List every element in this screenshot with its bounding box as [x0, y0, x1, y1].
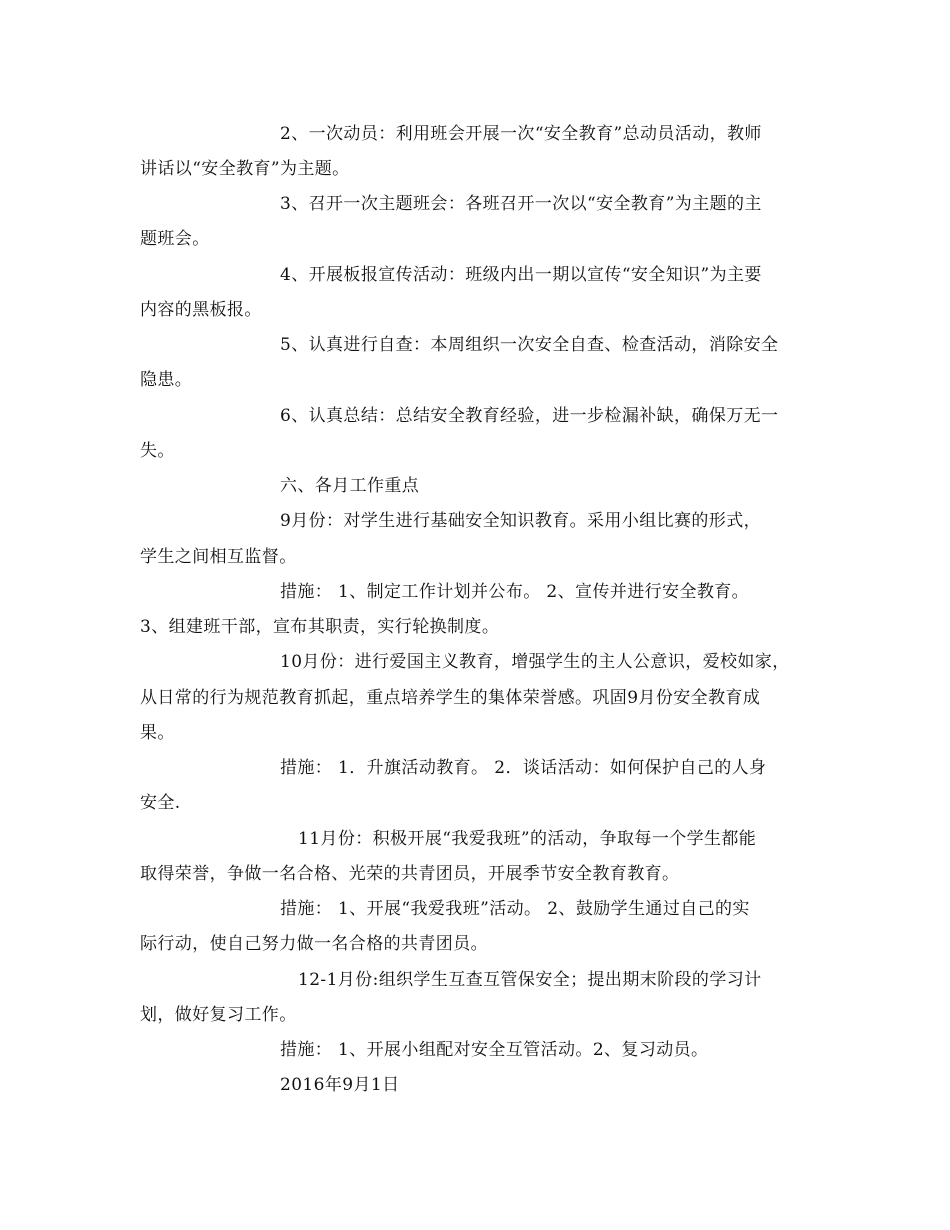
- paragraph-line: 划，做好复习工作。: [140, 1005, 297, 1025]
- paragraph-line: 措施： 1、开展“我爱我班”活动。 2、鼓励学生通过自己的实: [280, 899, 750, 919]
- paragraph-line: 10月份：进行爱国主义教育，增强学生的主人公意识，爱校如家，: [280, 652, 790, 672]
- paragraph-line: 6、认真总结：总结安全教育经验，进一步检漏补缺，确保万无一: [280, 406, 779, 426]
- paragraph-line: 9月份：对学生进行基础安全知识教育。采用小组比赛的形式，: [280, 511, 762, 531]
- paragraph-line: 12-1月份:组织学生互查互管保安全；提出期末阶段的学习计: [298, 970, 762, 990]
- paragraph-line: 措施： 1．升旗活动教育。 2．谈话活动：如何保护自己的人身: [280, 758, 767, 778]
- paragraph-line: 取得荣誉，争做一名合格、光荣的共青团员，开展季节安全教育教育。: [140, 864, 680, 884]
- document-date: 2016年9月1日: [280, 1075, 400, 1095]
- paragraph-line: 安全.: [140, 793, 181, 813]
- paragraph-line: 从日常的行为规范教育抓起，重点培养学生的集体荣誉感。巩固9月份安全教育成: [140, 688, 761, 708]
- paragraph-line: 2、一次动员：利用班会开展一次“安全教育”总动员活动，教师: [280, 124, 762, 144]
- paragraph-line: 5、认真进行自查：本周组织一次安全自查、检查活动，消除安全: [280, 335, 779, 355]
- paragraph-line: 失。: [140, 441, 175, 461]
- paragraph-line: 学生之间相互监督。: [140, 547, 297, 567]
- paragraph-line: 4、开展板报宣传活动：班级内出一期以宣传“安全知识”为主要: [280, 265, 762, 285]
- paragraph-line: 际行动，使自己努力做一名合格的共青团员。: [140, 934, 488, 954]
- paragraph-line: 措施： 1、制定工作计划并公布。 2、宣传并进行安全教育。: [280, 582, 750, 602]
- paragraph-line: 内容的黑板报。: [140, 300, 262, 320]
- paragraph-line: 题班会。: [140, 229, 210, 249]
- paragraph-line: 3、召开一次主题班会：各班召开一次以“安全教育”为主题的主: [280, 194, 762, 214]
- paragraph-line: 隐患。: [140, 370, 193, 390]
- section-heading: 六、各月工作重点: [280, 476, 420, 496]
- paragraph-line: 果。: [140, 723, 175, 743]
- paragraph-line: 11月份：积极开展“我爱我班”的活动，争取每一个学生都能: [298, 829, 757, 849]
- paragraph-line: 讲话以“安全教育”为主题。: [140, 159, 350, 179]
- paragraph-line: 3、组建班干部，宣布其职责，实行轮换制度。: [140, 617, 500, 637]
- paragraph-line: 措施： 1、开展小组配对安全互管活动。2、复习动员。: [280, 1040, 709, 1060]
